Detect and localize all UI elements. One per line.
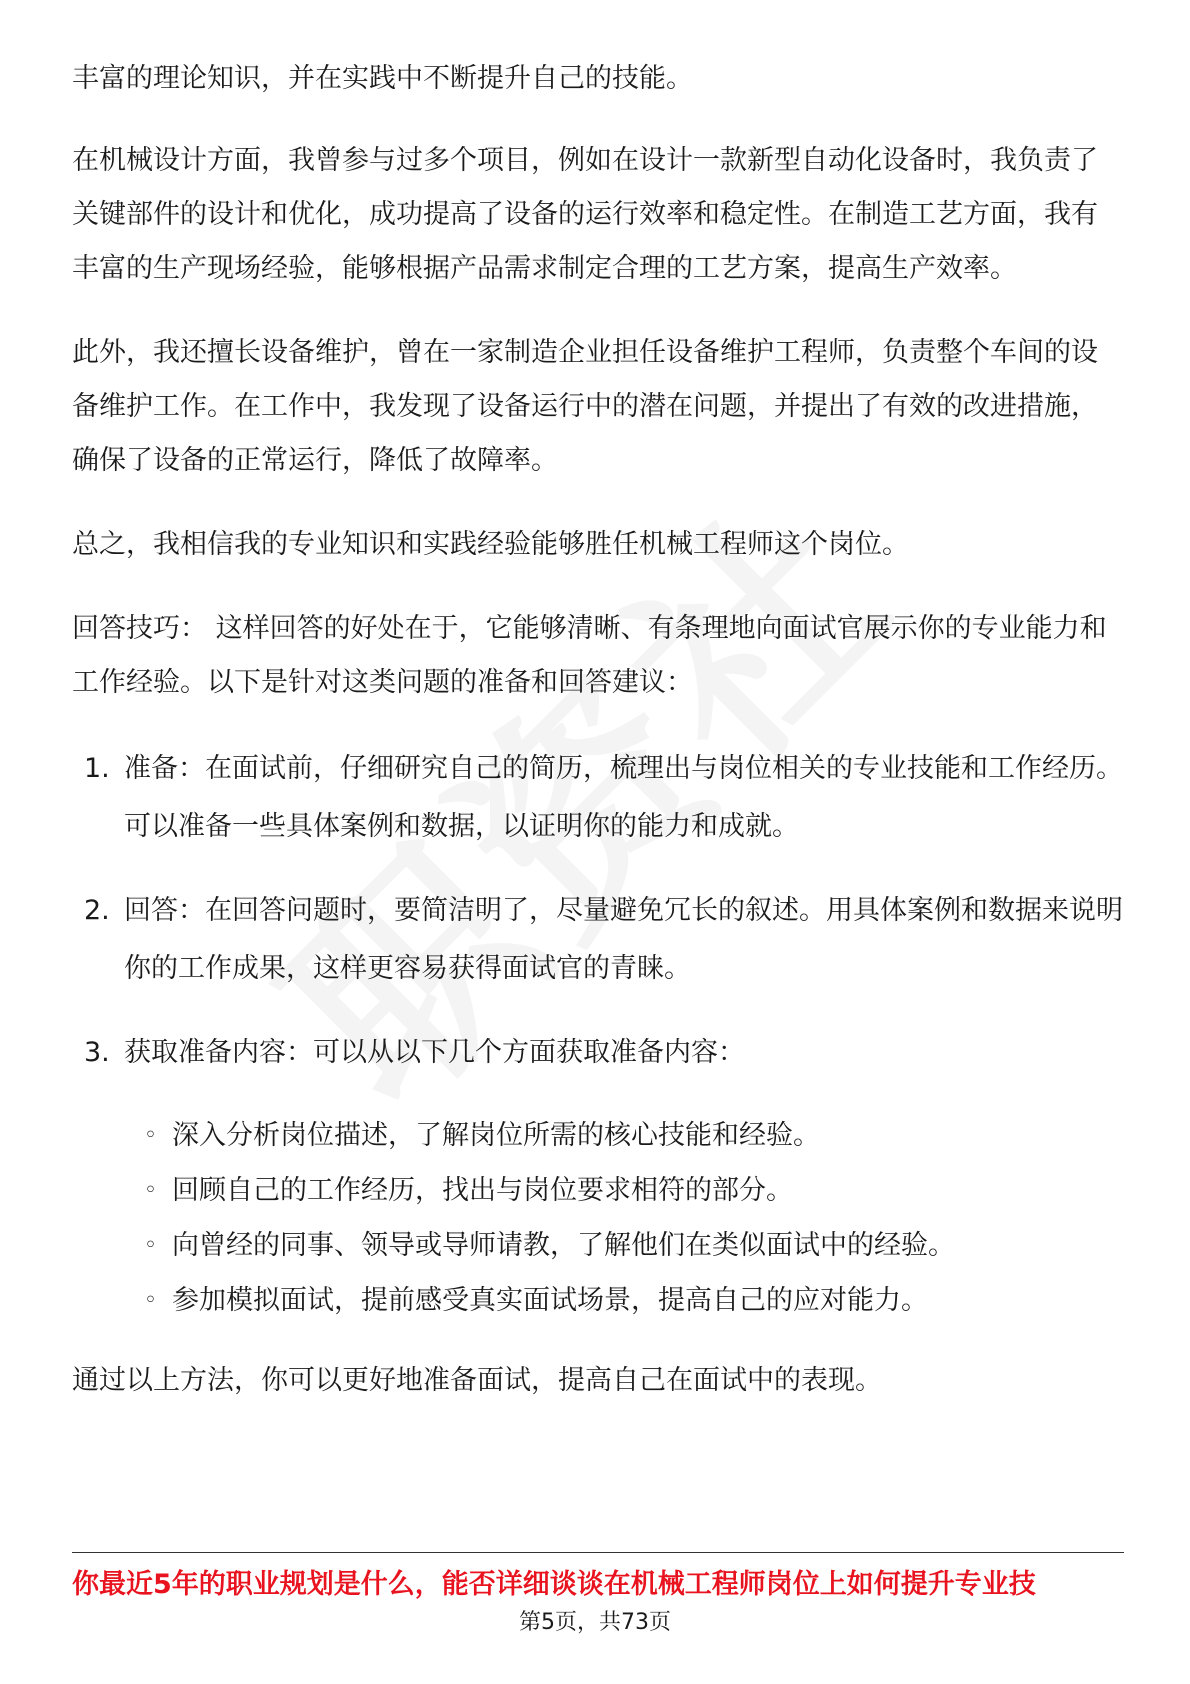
list-number: 2. [84, 895, 110, 926]
list-number: 3. [84, 1037, 110, 1068]
paragraph-1: 丰富的理论知识，并在实践中不断提升自己的技能。 [72, 63, 693, 94]
next-question-heading: 你最近5年的职业规划是什么，能否详细谈谈在机械工程师岗位上如何提升专业技 [72, 1569, 1036, 1600]
paragraph-4: 总之，我相信我的专业知识和实践经验能够胜任机械工程师这个岗位。 [72, 529, 909, 560]
list-item [72, 882, 1124, 998]
circle-bullet-icon: ◦ [144, 1233, 157, 1258]
list-item [72, 1024, 1124, 1328]
section-divider [72, 1552, 1124, 1553]
paragraph-2: 在机械设计方面，我曾参与过多个项目，例如在设计一款新型自动化设备时，我负责了关键部件的设计和优化，成功提高了设备的运行效率和稳定性。在制造工艺方面，我有丰富的生产现场经验，能够根据产品需求制定合理的工艺方案，提高生产效率。 [72, 145, 1098, 284]
sub-list-item-text: 向曾经的同事、领导或导师请教，了解他们在类似面试中的经验。 [172, 1230, 955, 1261]
document-body [72, 52, 1124, 1435]
circle-bullet-icon: ◦ [144, 1178, 157, 1203]
paragraph-3: 此外，我还擅长设备维护，曾在一家制造企业担任设备维护工程师，负责整个车间的设备维护工作。在工作中，我发现了设备运行中的潜在问题，并提出了有效的改进措施，确保了设备的正常运行，降低了故障率。 [72, 337, 1098, 476]
list-item [72, 740, 1124, 856]
sub-list-item [124, 1218, 1124, 1273]
page-number: 第5页，共73页 [519, 1610, 671, 1635]
sub-list-item-text: 回顾自己的工作经历，找出与岗位要求相符的部分。 [172, 1175, 793, 1206]
sub-list-item [124, 1163, 1124, 1218]
circle-bullet-icon: ◦ [144, 1288, 157, 1313]
sub-list-item-text: 深入分析岗位描述，了解岗位所需的核心技能和经验。 [172, 1120, 820, 1151]
sub-list-item-text: 参加模拟面试，提前感受真实面试场景，提高自己的应对能力。 [172, 1285, 928, 1316]
circle-bullet-icon: ◦ [144, 1123, 157, 1148]
list-item-text: 获取准备内容：可以从以下几个方面获取准备内容： [124, 1037, 745, 1068]
list-item-text: 回答：在回答问题时，要简洁明了，尽量避免冗长的叙述。用具体案例和数据来说明你的工作成果，这样更容易获得面试官的青睐。 [124, 895, 1123, 984]
list-number: 1. [84, 753, 110, 784]
list-item-text: 准备：在面试前，仔细研究自己的简历，梳理出与岗位相关的专业技能和工作经历。可以准备一些具体案例和数据，以证明你的能力和成就。 [124, 753, 1123, 842]
steps-list [72, 740, 1124, 1328]
sub-list-item [124, 1273, 1124, 1328]
sub-list [124, 1108, 1124, 1328]
paragraph-5: 回答技巧： 这样回答的好处在于，它能够清晰、有条理地向面试官展示你的专业能力和工作经验。以下是针对这类问题的准备和回答建议： [72, 613, 1107, 698]
closing-paragraph: 通过以上方法，你可以更好地准备面试，提高自己在面试中的表现。 [72, 1365, 882, 1396]
sub-list-item [124, 1108, 1124, 1163]
